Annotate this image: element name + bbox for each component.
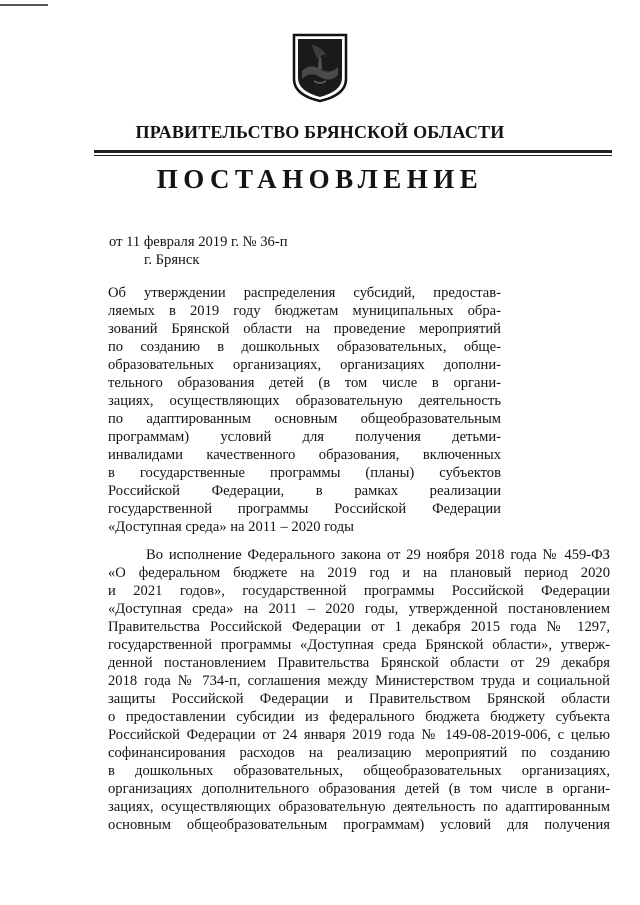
bryansk-coat-of-arms-icon: [292, 33, 348, 103]
place-line: г. Брянск: [144, 252, 200, 268]
body-line: Российской Федерации от 24 января 2019 года № 149-08-2019-006, с целью: [108, 727, 610, 743]
body-line: зациях, осуществляющих образовательную деятельность по адаптированным: [108, 799, 610, 815]
body-line: основным общеобразовательным программам) условий для получения: [108, 817, 610, 833]
body-line: «О федеральном бюджете на 2019 год и на плановый период 2020: [108, 565, 610, 581]
scan-edge-mark: [0, 4, 48, 6]
subject-line: государственной программы Российской Федерации: [108, 501, 501, 517]
date-number-line: от 11 февраля 2019 г. № 36-п: [109, 234, 288, 250]
organization-title: ПРАВИТЕЛЬСТВО БРЯНСКОЙ ОБЛАСТИ: [135, 122, 505, 142]
body-line: в дошкольных образовательных, общеобразовательных организациях,: [108, 763, 610, 779]
body-line: государственной программы «Доступная среда Брянской области», утверж-: [108, 637, 610, 653]
subject-line: зациях, осуществляющих образовательную деятельность: [108, 393, 501, 409]
body-line: и 2021 годов», государственной программы Российской Федерации: [108, 583, 610, 599]
body-line: софинансирования расходов на реализацию мероприятий по созданию: [108, 745, 610, 761]
subject-line: «Доступная среда» на 2011 – 2020 годы: [108, 519, 354, 535]
subject-line: образовательных организациях, организациях дополни-: [108, 357, 501, 373]
document-type-title: ПОСТАНОВЛЕНИЕ: [156, 164, 484, 194]
subject-line: в государственные программы (планы) субъектов: [108, 465, 501, 481]
header-rule-thick: [94, 150, 612, 153]
body-line: «Доступная среда» на 2011 – 2020 годы, утвержденной постановлением: [108, 601, 610, 617]
body-line: защиты Российской Федерации и Правительством Брянской области: [108, 691, 610, 707]
subject-line: программам) условий для получения детьми-: [108, 429, 501, 445]
body-line: о предоставлении субсидии из федерального бюджета бюджету субъекта: [108, 709, 610, 725]
subject-line: Российской Федерации, в рамках реализации: [108, 483, 501, 499]
subject-line: зований Брянской области на проведение мероприятий: [108, 321, 501, 337]
subject-line: ляемых в 2019 году бюджетам муниципальных обра-: [108, 303, 501, 319]
subject-line: инвалидами качественного образования, включенных: [108, 447, 501, 463]
body-line: Во исполнение Федерального закона от 29 ноября 2018 года № 459-ФЗ: [146, 547, 610, 563]
header-rule-thin: [94, 155, 612, 156]
body-line: денной постановлением Правительства Брянской области от 29 декабря: [108, 655, 610, 671]
subject-line: Об утверждении распределения субсидий, предостав-: [108, 285, 501, 301]
body-line: 2018 года № 734-п, соглашения между Министерством труда и социальной: [108, 673, 610, 689]
body-line: Правительства Российской Федерации от 1 декабря 2015 года № 1297,: [108, 619, 610, 635]
body-line: организациях дополнительного образования детей (в том числе в органи-: [108, 781, 610, 797]
subject-line: по созданию в дошкольных образовательных, обще-: [108, 339, 501, 355]
subject-line: по адаптированным основным общеобразовательным: [108, 411, 501, 427]
subject-line: тельного образования детей (в том числе в органи-: [108, 375, 501, 391]
